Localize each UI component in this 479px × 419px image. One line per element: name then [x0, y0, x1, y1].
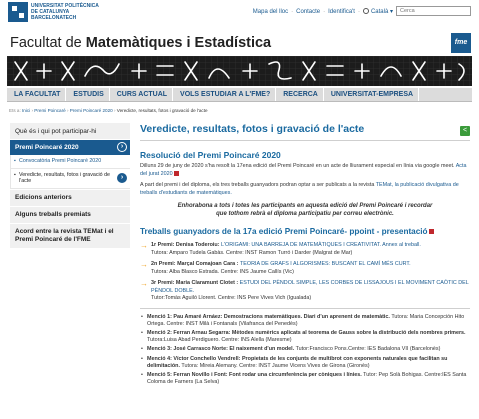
language-selector[interactable]: [363, 8, 393, 15]
nav-la-facultat[interactable]: LA FACULTAT: [7, 88, 66, 101]
logo-line-3: BARCELONATECH: [31, 15, 77, 21]
mention-list: [140, 314, 470, 387]
main-nav: [7, 88, 472, 102]
breadcrumb: [9, 108, 208, 113]
sidebar-item-edicions[interactable]: Edicions anteriors: [10, 189, 130, 206]
section-title-resolucio: Resolució del Premi Poincaré 2020: [140, 150, 281, 160]
prize-label: 2n Premi: Marçal Comajoan Cara :: [151, 261, 240, 267]
section-title-guanyadors[interactable]: [140, 227, 470, 236]
divider: [140, 308, 470, 309]
arrow-right-icon: →: [140, 241, 148, 250]
upc-logo[interactable]: [8, 2, 99, 22]
chevron-right-icon: ›: [117, 173, 127, 183]
separator: ·: [357, 8, 360, 15]
nav-universitat-empresa[interactable]: UNIVERSITAT-EMPRESA: [324, 88, 419, 101]
contact-link[interactable]: Contacte: [296, 8, 321, 15]
header-banner: [7, 56, 472, 86]
mention-detail: Tutora:Luisa Abad Perdiguero. Centre: INS Alella (Maresme): [147, 337, 292, 344]
logo-line-1: UNIVERSITAT POLITÈCNICA: [31, 3, 99, 9]
nav-estudis[interactable]: ESTUDIS: [66, 88, 109, 101]
sidebar-item-premi-2020[interactable]: [10, 140, 130, 155]
list-item: [140, 242, 470, 257]
prize-title-link[interactable]: TEORIA DE GRAFS I ALGORISMES: BUSCANT EL CAMÍ MÉS CURT.: [239, 261, 411, 267]
top-links: [253, 8, 393, 15]
sidebar-subitem-convocatoria[interactable]: [10, 155, 130, 169]
mention-label: Menció 3: José Carrasco Norte: El naixement d'un model.: [147, 346, 295, 353]
list-item: [140, 280, 470, 303]
prize-title-link[interactable]: ESTUDI DEL PÈNDOL SIMPLE, LES CORBES DE LISSAJOUS I EL MOVIMENT CAÒTIC DEL PÈNDOL DOBLE.: [151, 280, 469, 294]
bullet-icon: ▪: [14, 158, 16, 164]
pdf-icon: [429, 229, 434, 234]
temat-link[interactable]: TEMat, la publicació divulgativa de treballs d'estudiants de matemàtiques.: [140, 182, 459, 196]
separator: ·: [291, 8, 294, 15]
prize-title-link[interactable]: L'ORIGAMI: UNA BARREJA DE MATEMÀTIQUES I CREATIVITAT.: [221, 242, 381, 248]
sidebar-item-treballs[interactable]: Alguns treballs premiats: [10, 206, 130, 223]
logo-line-2: DE CATALUNYA: [31, 9, 70, 15]
breadcrumb-premi-poincare[interactable]: Premi Poincaré: [34, 108, 66, 113]
breadcrumb-separator: ›: [113, 108, 116, 113]
mention-detail: Tutora: Maria Concepción Hito Ortega. Centre: INST Milà i Fontanals (Vilafranca del Penedès): [147, 313, 465, 327]
list-item: [140, 372, 470, 386]
mention-label: Menció 5: Ferran Novillo i Font: Font rodar una circumferència per còniques i línies.: [147, 371, 362, 378]
paragraph-resolucio: [140, 163, 470, 178]
mention-detail: Tutor: Pep Solà Bohigas. Centre:IES Santa Coloma de Farners (La Selva): [147, 371, 467, 386]
mention-label: Menció 4: Víctor Conchello Vendrell: Propietats de les conjunts de multibrot con exponents naturales que facilitan su delimitación.: [147, 355, 448, 369]
mention-label: Menció 2: Ferran Arnau Segarra: Mètodes numèrics aplicats al teorema de Gauss sobre la distribució dels nombres primers.: [147, 329, 466, 336]
prize-label: 1r Premi: Denisa Toderoiu:: [151, 242, 221, 248]
fme-logo[interactable]: fme: [451, 33, 471, 53]
chevron-down-icon: ›: [117, 142, 127, 152]
list-item: [140, 356, 470, 370]
site-map-link[interactable]: Mapa del lloc: [252, 8, 289, 15]
nav-curs-actual[interactable]: CURS ACTUAL: [110, 88, 173, 101]
prize-detail: Tutora: Alba Blasco Estrada. Centre: INS Jaume Callís (Vic): [151, 268, 294, 275]
sidebar-item-label: Premi Poincaré 2020: [15, 144, 79, 151]
login-link[interactable]: Identifica't: [328, 8, 355, 15]
pdf-icon: [174, 171, 179, 176]
breadcrumb-home[interactable]: Inici: [22, 108, 31, 113]
upc-logo-text: [31, 3, 99, 21]
arrow-right-icon: →: [140, 279, 148, 288]
congratulations-note: Enhorabona a tots i totes les participants en aquesta edició del Premi Poincaré i recordar que tothom rebrà el diploma participatiu per correu electrònic.: [177, 203, 433, 217]
mention-detail: Tutor:Francisco Pons.Centre: IES Badalona VII (Barcelonès): [294, 346, 441, 353]
paragraph-publicacio: [140, 182, 470, 197]
nav-vols-estudiar[interactable]: VOLS ESTUDIAR A L'FME?: [173, 88, 276, 101]
list-item: [140, 330, 470, 344]
globe-icon: [363, 8, 369, 14]
prize-label: 3r Premi: Maria Claramunt Clotet :: [151, 280, 240, 286]
faculty-title-bold: Matemàtiques i Estadística: [85, 35, 272, 51]
breadcrumb-separator: ›: [31, 108, 34, 113]
main-content: [140, 123, 470, 388]
upc-logo-icon: [8, 2, 28, 22]
nav-recerca[interactable]: RECERCA: [276, 88, 324, 101]
section-title-text: Treballs guanyadors de la 17a edició Premi Poincaré- ppoint - presentació: [140, 227, 428, 236]
breadcrumb-prefix: Ets a:: [9, 108, 21, 113]
arrow-right-icon: →: [140, 260, 148, 269]
list-item: [140, 261, 470, 276]
list-item: [140, 314, 470, 328]
prize-detail: Tutora: Amparo Tudela Gabàs. Centre: INST Ramon Turró i Darder (Malgrat de Mar): [151, 249, 353, 256]
sidebar-item-que-es[interactable]: Què és i qui pot participar-hi: [10, 123, 130, 140]
sidebar-item-acord-temat[interactable]: Acord entre la revista TEMat i el Premi Poincaré de l'FME: [10, 223, 130, 248]
page-title: Veredicte, resultats, fotos i gravació de l'acte: [140, 123, 365, 135]
mention-detail: Tutora: Mireia Alemany. Centre: INST Jaume Vicens Vives de Girona (Gironès): [179, 362, 370, 369]
language-label: Català: [370, 9, 389, 15]
faculty-title-prefix: Facultat de: [10, 35, 82, 51]
sidebar-subitem-veredicte[interactable]: [10, 169, 130, 189]
breadcrumb-current: Veredicte, resultats, fotos i gravació de l'acte: [116, 108, 208, 113]
breadcrumb-premi-2020[interactable]: Premi Poincaré 2020: [69, 108, 113, 113]
annex-link[interactable]: Annex al treball.: [380, 242, 421, 248]
prize-detail: Tutor:Tomàs Aguiló Llorent. Centre: INS Pere Vives Vich (Igualada): [151, 295, 312, 301]
breadcrumb-separator: ›: [66, 108, 69, 113]
sidebar: [10, 123, 130, 248]
mention-label: Menció 1: Pau Amaré Arnáez: Demostracions matemàtiques. Diari d'un aprenent de matemàtic.: [147, 313, 390, 320]
list-item: [140, 346, 470, 353]
paragraph-text: A part del premi i del diploma, els tres treballs guanyadors podran optar a ser publicats a la revista: [140, 182, 376, 188]
share-icon[interactable]: <: [460, 126, 470, 136]
divider: [140, 140, 470, 141]
bullet-icon: ▪: [14, 171, 16, 178]
top-bar: [0, 0, 479, 24]
chevron-down-icon: ▾: [389, 9, 393, 15]
paragraph-text: Dilluns 29 de juny de 2020 s'ha resolt la 17ena edició del Premi Poincaré en un acte de lliurament especial en línia via google meet.: [140, 163, 456, 169]
separator: ·: [323, 8, 326, 15]
faculty-title[interactable]: [10, 35, 271, 51]
sidebar-subitem-label: Veredicte, resultats, fotos i gravació de l'acte: [19, 171, 110, 184]
sidebar-subitem-label: Convocatòria Premi Poincaré 2020: [19, 158, 102, 164]
search-input[interactable]: [396, 6, 471, 16]
acta-jurat-link[interactable]: Acta del jurat 2020: [140, 163, 467, 177]
prize-list: [140, 242, 470, 303]
math-banner-image: [7, 56, 472, 86]
